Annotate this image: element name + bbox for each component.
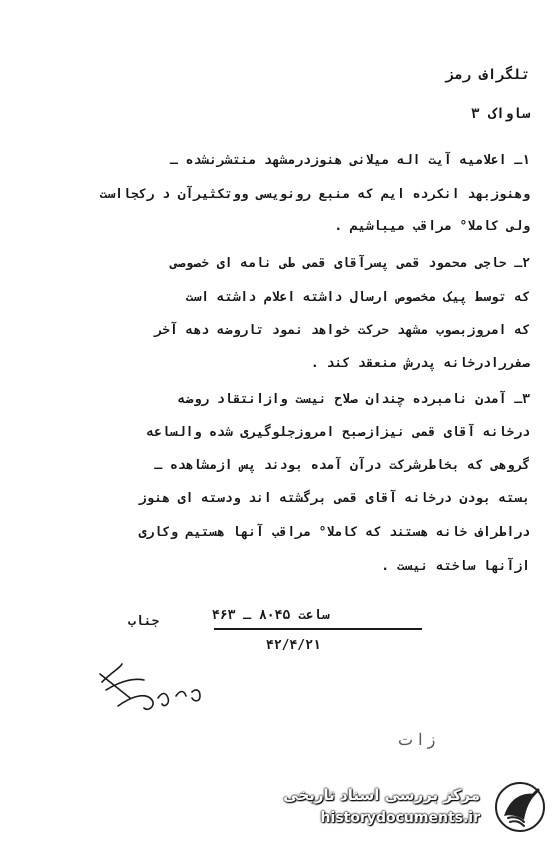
signature-numbers: ساعت ۸۰۴۵ ـ ۴۶۳: [212, 608, 330, 623]
document-line: صفررادرخانه پدرش منعقد کند .: [310, 356, 530, 371]
archive-watermark: [266, 776, 552, 836]
book-emblem-icon: [492, 780, 548, 834]
document-line: ازآنها ساخته نیست .: [381, 559, 530, 574]
signature-divider: [214, 628, 422, 630]
signature-date: ۴۲/۴/۲۱: [266, 638, 321, 653]
document-line: ۲ـ حاجی محمود قمی پسرآقای قمی طی نامه ای خصوصی: [169, 256, 530, 271]
margin-note: ز ا ت: [398, 730, 436, 749]
document-line: ۳ـ آمدن نامبرده چندان صلاح نیست وازانتقاد روضه: [177, 392, 530, 407]
document-title: تلگراف رمز: [445, 67, 530, 83]
document-line: دراطراف خانه هستند که کاملا° مراقب آنها هستیم وکاری: [138, 525, 530, 540]
document-line: ولی کاملا° مراقب میباشیم .: [334, 219, 530, 234]
document-line: ۱ـ اعلامیه آیت اله میلانی هنوزدرمشهد منتشرنشده ـ: [169, 153, 530, 168]
document-line: وهنوزبهد انکرده ایم که منبع رونویسی ووتکثیرآن د رکجااست: [99, 187, 530, 202]
document-subtitle: ساواک ۳: [470, 106, 530, 122]
archive-name: مرکز بررسی اسناد تاریخی: [283, 786, 480, 804]
document-line: که امروزبصوب مشهد حرکت خواهد نمود تاروضه دهه آخر: [154, 323, 530, 338]
signature-honorific: جناب: [128, 614, 160, 629]
archive-url[interactable]: historydocuments.ir: [320, 810, 480, 826]
handwritten-signature: [92, 650, 232, 720]
document-line: بسته بودن درخانه آقای قمی برگشته اند ودسته ای هنوز: [138, 491, 530, 506]
document-line: گروهی که بخاطرشرکت درآن آمده بودند پس ازمشاهده ـ: [154, 458, 530, 473]
document-line: که توسط پیک مخصوص ارسال داشته اعلام داشته است: [185, 290, 530, 305]
document-line: درخانه آقای قمی نیزازصبح امروزجلوگیری شده والساعه: [146, 425, 530, 440]
